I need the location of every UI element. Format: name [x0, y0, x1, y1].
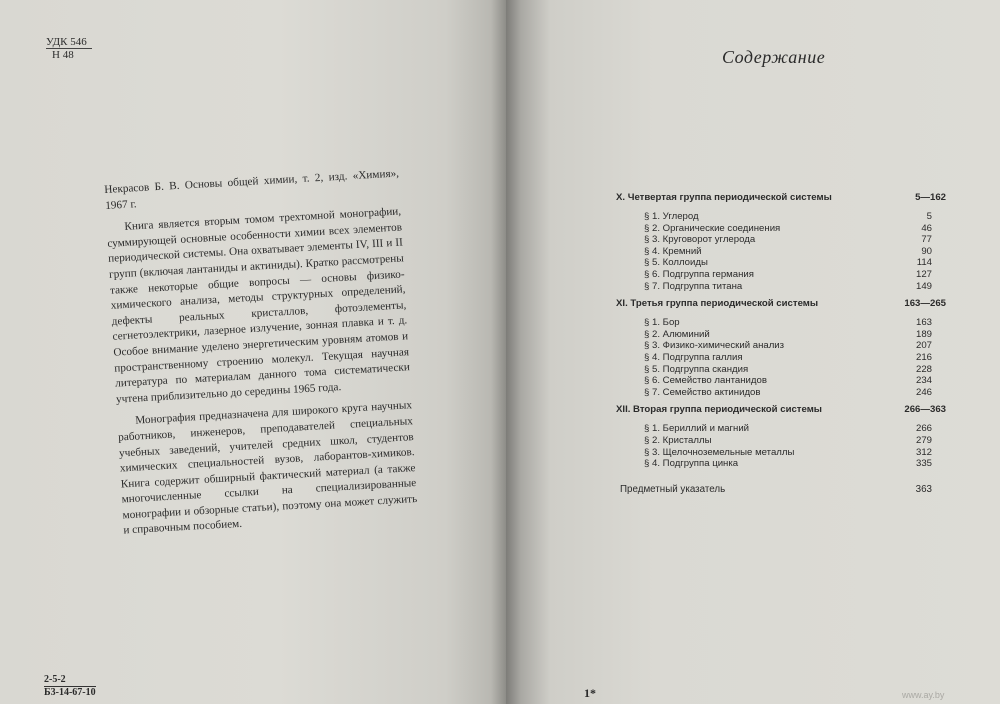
toc-item-label: § 2. Органические соединения — [644, 222, 781, 234]
toc-item-label: § 5. Подгруппа скандия — [644, 363, 749, 375]
toc-item-page: 279 — [915, 434, 932, 446]
toc-item-page: 189 — [915, 328, 932, 340]
toc-item-page: 149 — [915, 280, 932, 292]
toc-index-label: Предметный указатель — [620, 483, 726, 495]
toc-item-page: 77 — [921, 234, 932, 246]
toc-chapter — [606, 298, 946, 311]
toc-item-label: § 1. Углерод — [644, 211, 699, 222]
toc-item-page: 312 — [915, 446, 932, 458]
table-of-contents — [606, 192, 946, 495]
toc-item-page: 114 — [916, 257, 932, 269]
watermark: www.ay.by — [902, 690, 945, 700]
toc-chapter-pages: 266—363 — [904, 404, 946, 416]
imprint-line-1: 2-5-2 — [44, 674, 66, 685]
toc-chapter-pages: 5—162 — [915, 192, 946, 203]
bibliographic-reference: Некрасов Б. В. Основы общей химии, т. 2, изд. «Химия», 1967 г. — [104, 167, 400, 212]
toc-item — [606, 458, 946, 470]
toc-item-label: § 1. Бериллий и магний — [644, 423, 750, 435]
toc-item-label: § 4. Подгруппа цинка — [644, 458, 739, 470]
toc-chapter-title: XI. Третья группа периодической системы — [616, 298, 819, 310]
toc-item-label: § 3. Круговорот углерода — [644, 234, 756, 246]
toc-chapter — [606, 192, 946, 205]
toc-item-page: 335 — [915, 458, 932, 470]
toc-item — [606, 246, 946, 258]
toc-item — [606, 447, 946, 459]
toc-item-page: 246 — [915, 386, 932, 398]
toc-chapter-title: XII. Вторая группа периодической системы — [616, 404, 822, 416]
toc-item — [606, 375, 946, 387]
toc-item — [606, 423, 946, 435]
toc-item-page: 5 — [926, 211, 932, 222]
toc-item — [606, 340, 946, 352]
toc-item-page: 266 — [915, 423, 932, 435]
toc-chapter — [606, 404, 946, 417]
toc-chapter-pages: 163—265 — [904, 298, 946, 310]
udc-block — [46, 36, 92, 61]
imprint-code — [44, 674, 96, 699]
toc-item — [606, 387, 946, 399]
toc-item-label: § 4. Подгруппа галлия — [644, 351, 743, 363]
toc-item-label: § 2. Алюминий — [644, 328, 710, 340]
toc-item-page: 228 — [915, 363, 932, 375]
toc-item — [606, 352, 946, 364]
toc-subject-index — [606, 484, 946, 495]
toc-item — [606, 281, 946, 293]
udc-code: УДК 546 — [46, 36, 87, 48]
toc-item — [606, 223, 946, 235]
abstract-paragraph-1: Книга является вторым томом трехтомной монографии, суммирующей основные особенности химии всех элементов периодической системы. Она охватывает элементы IV, III и II групп (включая лантаниды и актиниды). Кратко рассмотрены также некоторые общие вопросы — основы физико-химического анализа, методы структурных определений, дефекты реальных кристаллов, фотоэлементы, сегнетоэлектрики, лазерное излучение, зонная плавка и т. д. Особое внимание уделено энергетическим уровням атомов и пространственному строению молекул. Текущая научная литература по материалам данного тома систематически учтена приблизительно до середины 1965 года. — [107, 205, 411, 406]
toc-item-label: § 5. Коллоиды — [644, 257, 708, 269]
toc-item-page: 127 — [915, 268, 932, 280]
toc-item — [606, 257, 946, 269]
toc-index-page: 363 — [915, 483, 932, 495]
toc-item-page: 90 — [921, 245, 932, 257]
toc-item-page: 207 — [915, 340, 932, 352]
udc-author-mark: Н 48 — [46, 48, 92, 61]
toc-item-label: § 7. Семейство актинидов — [644, 386, 761, 398]
toc-item-label: § 3. Щелочноземельные металлы — [644, 446, 795, 458]
toc-chapter-title: X. Четвертая группа периодической системы — [616, 192, 832, 203]
toc-item-label: § 7. Подгруппа титана — [644, 280, 743, 292]
toc-item-label: § 3. Физико-химический анализ — [644, 340, 785, 352]
toc-item-page: 234 — [915, 375, 932, 387]
toc-item-label: § 6. Семейство лантанидов — [644, 375, 767, 387]
imprint-line-2: Б3-14-67-10 — [44, 687, 96, 698]
toc-item — [606, 269, 946, 281]
abstract-paragraph-2: Монография предназначена для широкого круга научных работников, инженеров, преподавателей специальных учебных заведений, учителей средних школ, студентов химических специальностей вузов, лаборантов-химиков. Книга содержит обширный фактический материал (а также многочисленные ссылки на специализированные монографии и обзорные статьи), поэтому она может служить и справочным пособием. — [117, 399, 418, 537]
toc-item — [606, 329, 946, 341]
toc-item-label: § 6. Подгруппа германия — [644, 268, 754, 280]
signature-mark: 1* — [584, 686, 596, 700]
toc-item — [606, 234, 946, 246]
toc-item-page: 163 — [915, 317, 932, 329]
book-abstract — [104, 167, 419, 547]
toc-item-page: 46 — [921, 222, 932, 234]
toc-item — [606, 211, 946, 223]
toc-title: Содержание — [722, 47, 826, 67]
toc-item-label: § 2. Кристаллы — [644, 434, 712, 446]
toc-item — [606, 317, 946, 329]
toc-item-label: § 1. Бор — [644, 317, 680, 329]
toc-item — [606, 435, 946, 447]
toc-item-page: 216 — [915, 351, 932, 363]
toc-item-label: § 4. Кремний — [644, 245, 702, 257]
toc-item — [606, 364, 946, 376]
